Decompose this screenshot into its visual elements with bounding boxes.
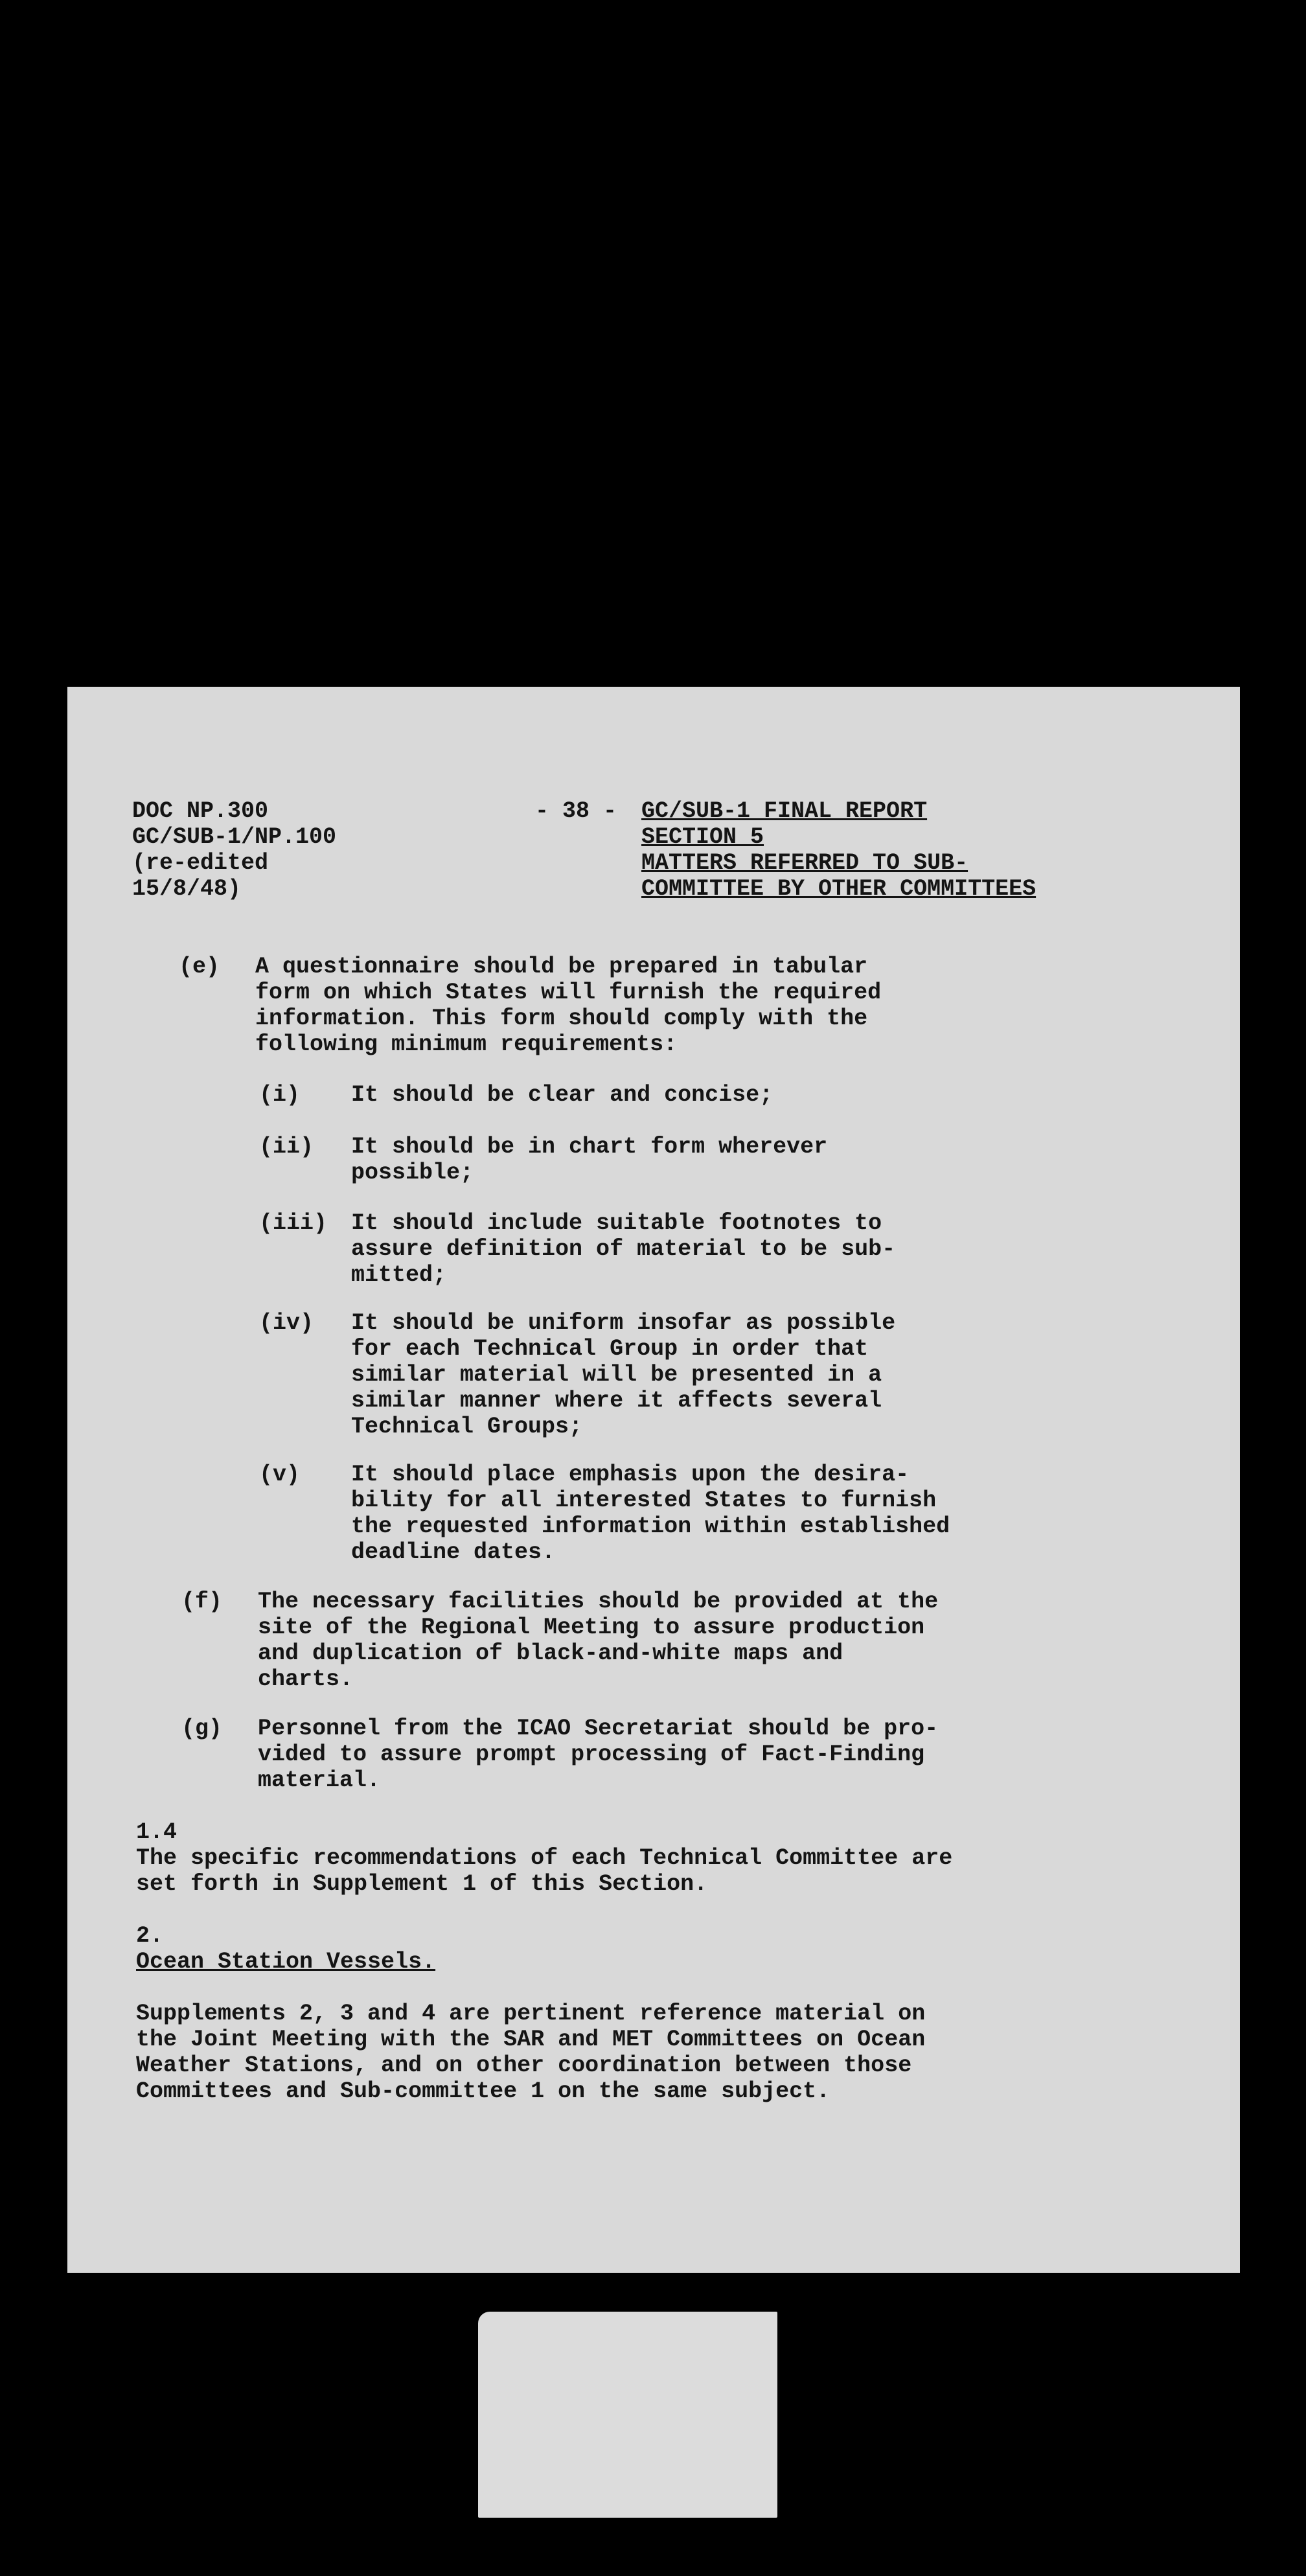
section-subtitle-line1: MATTERS REFERRED TO SUB-: [641, 850, 968, 876]
item-e-text: A questionnaire should be prepared in tabular form on which States will furnish the required information. This form should comply with the following minimum requirements:: [255, 954, 882, 1057]
subitem-iii-text: It should include suitable footnotes to assure definition of material to be sub- mitted;: [351, 1210, 896, 1288]
item-f-text: The necessary facilities should be provided at the site of the Regional Meeting to assure production and duplication of black-and-white maps and charts.: [258, 1589, 939, 1692]
section-2-text: Supplements 2, 3 and 4 are pertinent reference material on the Joint Meeting with the SAR and MET Committees on Ocean Weather Stations, and on other coordination between those Committees and Sub-committee 1 on the same subject.: [136, 2001, 926, 2104]
item-g-text: Personnel from the ICAO Secretariat should be pro- vided to assure prompt processing of Fact-Finding material.: [258, 1716, 939, 1793]
subitem-iii-label: (iii): [259, 1210, 328, 1236]
doc-reference-block: [132, 798, 336, 902]
section-1-4-text: The specific recommendations of each Technical Committee are set forth in Supplement 1 of this Section.: [136, 1845, 953, 1897]
subitem-iv-label: (iv): [259, 1310, 314, 1336]
item-g-label: (g): [181, 1716, 223, 1742]
item-f-label: (f): [181, 1589, 223, 1615]
report-title-block: [641, 798, 1036, 902]
section-1-4-number: 1.4: [136, 1819, 178, 1845]
item-e-label: (e): [179, 954, 220, 980]
section-subtitle-line2: COMMITTEE BY OTHER COMMITTEES: [641, 876, 1037, 902]
section-title: SECTION 5: [641, 824, 764, 850]
target-card: [478, 2312, 777, 2518]
subitem-ii-label: (ii): [259, 1134, 314, 1160]
sub-doc-number: GC/SUB-1/NP.100: [132, 824, 337, 850]
document-page: [67, 687, 1240, 2273]
report-title: GC/SUB-1 FINAL REPORT: [641, 798, 928, 824]
subitem-i-label: (i): [259, 1082, 301, 1108]
section-2-number: 2.: [136, 1923, 164, 1949]
doc-date: 15/8/48): [132, 876, 242, 902]
subitem-iv-text: It should be uniform insofar as possible for each Technical Group in order that similar material will be presented in a similar manner where it affects several Technical Groups;: [351, 1310, 896, 1440]
doc-number: DOC NP.300: [132, 798, 269, 824]
subitem-v-label: (v): [259, 1462, 301, 1488]
re-edited-note: (re-edited: [132, 850, 269, 876]
subitem-i-text: It should be clear and concise;: [351, 1082, 773, 1108]
page-number: - 38 -: [535, 798, 617, 824]
subitem-v-text: It should place emphasis upon the desira- bility for all interested States to furnish the requested information within established deadline dates.: [351, 1462, 950, 1565]
subitem-ii-text: It should be in chart form wherever possible;: [351, 1134, 828, 1186]
section-2-title: Ocean Station Vessels.: [136, 1949, 436, 1975]
